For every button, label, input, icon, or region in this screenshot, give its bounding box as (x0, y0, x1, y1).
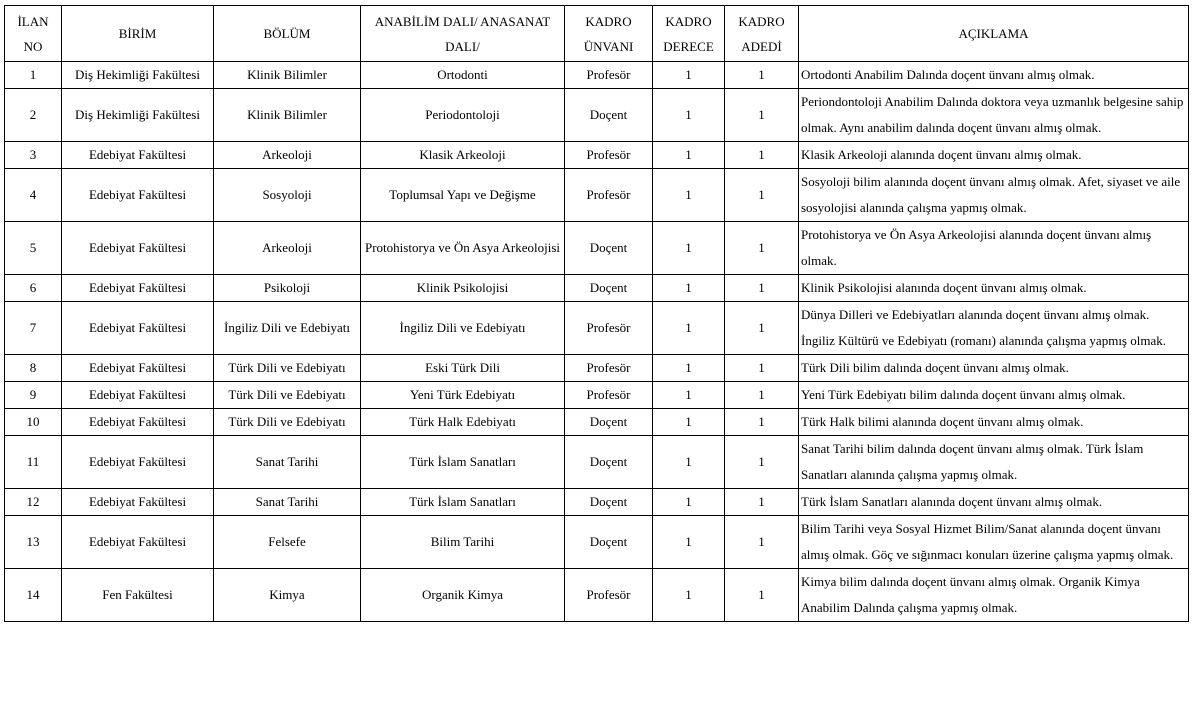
cell-bolum: Arkeoloji (214, 222, 361, 275)
table-body (5, 62, 1189, 622)
cell-kadro-unvani: Profesör (565, 382, 653, 409)
cell-kadro-unvani: Profesör (565, 62, 653, 89)
cell-bolum: Kimya (214, 569, 361, 622)
cell-bolum: İngiliz Dili ve Edebiyatı (214, 302, 361, 355)
header-anabilim: ANABİLİM DALI/ ANASANAT DALI/ (361, 6, 565, 62)
cell-kadro-derece: 1 (653, 222, 725, 275)
cell-bolum: Türk Dili ve Edebiyatı (214, 355, 361, 382)
cell-kadro-derece: 1 (653, 142, 725, 169)
cell-aciklama: Sanat Tarihi bilim dalında doçent ünvanı almış olmak. Türk İslam Sanatları alanında çalışma yapmış olmak. (799, 436, 1189, 489)
cell-anabilim: Yeni Türk Edebiyatı (361, 382, 565, 409)
cell-bolum: Sanat Tarihi (214, 489, 361, 516)
cell-birim: Fen Fakültesi (62, 569, 214, 622)
cell-kadro-derece: 1 (653, 489, 725, 516)
cell-kadro-derece: 1 (653, 436, 725, 489)
cell-kadro-derece: 1 (653, 409, 725, 436)
cell-birim: Edebiyat Fakültesi (62, 382, 214, 409)
cell-anabilim: Klasik Arkeoloji (361, 142, 565, 169)
cell-kadro-derece: 1 (653, 169, 725, 222)
cell-kadro-unvani: Profesör (565, 569, 653, 622)
cell-bolum: Sanat Tarihi (214, 436, 361, 489)
cell-birim: Edebiyat Fakültesi (62, 355, 214, 382)
cell-ilan-no: 6 (5, 275, 62, 302)
cell-kadro-derece: 1 (653, 382, 725, 409)
cell-ilan-no: 13 (5, 516, 62, 569)
cell-kadro-adedi: 1 (725, 89, 799, 142)
header-kadro-derece: KADRO DERECE (653, 6, 725, 62)
cell-kadro-adedi: 1 (725, 409, 799, 436)
cell-anabilim: Türk İslam Sanatları (361, 436, 565, 489)
cell-aciklama: Türk Dili bilim dalında doçent ünvanı almış olmak. (799, 355, 1189, 382)
cell-ilan-no: 12 (5, 489, 62, 516)
cell-ilan-no: 10 (5, 409, 62, 436)
cell-kadro-adedi: 1 (725, 569, 799, 622)
cell-bolum: Türk Dili ve Edebiyatı (214, 382, 361, 409)
cell-bolum: Sosyoloji (214, 169, 361, 222)
cell-kadro-unvani: Doçent (565, 516, 653, 569)
table-row (5, 516, 1189, 569)
header-bolum: BÖLÜM (214, 6, 361, 62)
cell-anabilim: İngiliz Dili ve Edebiyatı (361, 302, 565, 355)
cell-birim: Diş Hekimliği Fakültesi (62, 62, 214, 89)
cell-ilan-no: 2 (5, 89, 62, 142)
cell-birim: Edebiyat Fakültesi (62, 275, 214, 302)
header-ilan-no: İLAN NO (5, 6, 62, 62)
cell-ilan-no: 1 (5, 62, 62, 89)
cell-bolum: Psikoloji (214, 275, 361, 302)
cell-kadro-derece: 1 (653, 302, 725, 355)
cell-kadro-unvani: Profesör (565, 355, 653, 382)
cell-kadro-adedi: 1 (725, 62, 799, 89)
cell-anabilim: Türk İslam Sanatları (361, 489, 565, 516)
cell-kadro-derece: 1 (653, 569, 725, 622)
cell-kadro-unvani: Profesör (565, 169, 653, 222)
cell-kadro-adedi: 1 (725, 302, 799, 355)
table-row (5, 169, 1189, 222)
cell-ilan-no: 7 (5, 302, 62, 355)
table-row (5, 355, 1189, 382)
cell-aciklama: Ortodonti Anabilim Dalında doçent ünvanı almış olmak. (799, 62, 1189, 89)
cell-aciklama: Periondontoloji Anabilim Dalında doktora veya uzmanlık belgesine sahip olmak. Aynı anabilim dalında doçent ünvanı almış olmak. (799, 89, 1189, 142)
cell-kadro-derece: 1 (653, 355, 725, 382)
header-aciklama: AÇIKLAMA (799, 6, 1189, 62)
table-row (5, 222, 1189, 275)
cell-kadro-unvani: Doçent (565, 275, 653, 302)
cell-ilan-no: 11 (5, 436, 62, 489)
header-kadro-adedi: KADRO ADEDİ (725, 6, 799, 62)
cell-kadro-derece: 1 (653, 89, 725, 142)
cell-anabilim: Toplumsal Yapı ve Değişme (361, 169, 565, 222)
cell-bolum: Klinik Bilimler (214, 62, 361, 89)
cell-ilan-no: 5 (5, 222, 62, 275)
cell-bolum: Arkeoloji (214, 142, 361, 169)
table-row (5, 142, 1189, 169)
header-birim: BİRİM (62, 6, 214, 62)
cell-anabilim: Ortodonti (361, 62, 565, 89)
cell-aciklama: Klasik Arkeoloji alanında doçent ünvanı almış olmak. (799, 142, 1189, 169)
cell-aciklama: Türk İslam Sanatları alanında doçent ünvanı almış olmak. (799, 489, 1189, 516)
cell-anabilim: Türk Halk Edebiyatı (361, 409, 565, 436)
table-row (5, 89, 1189, 142)
cell-kadro-adedi: 1 (725, 382, 799, 409)
header-row (5, 6, 1189, 62)
cell-kadro-adedi: 1 (725, 436, 799, 489)
cell-kadro-unvani: Doçent (565, 222, 653, 275)
table-row (5, 62, 1189, 89)
cell-anabilim: Klinik Psikolojisi (361, 275, 565, 302)
cell-kadro-derece: 1 (653, 62, 725, 89)
cell-aciklama: Klinik Psikolojisi alanında doçent ünvanı almış olmak. (799, 275, 1189, 302)
cell-anabilim: Eski Türk Dili (361, 355, 565, 382)
cell-anabilim: Protohistorya ve Ön Asya Arkeolojisi (361, 222, 565, 275)
cell-kadro-unvani: Doçent (565, 89, 653, 142)
table-row (5, 382, 1189, 409)
table-row (5, 275, 1189, 302)
header-kadro-unvani: KADRO ÜNVANI (565, 6, 653, 62)
cell-birim: Edebiyat Fakültesi (62, 222, 214, 275)
positions-table (4, 5, 1189, 622)
cell-birim: Edebiyat Fakültesi (62, 516, 214, 569)
cell-bolum: Felsefe (214, 516, 361, 569)
table-row (5, 409, 1189, 436)
cell-ilan-no: 4 (5, 169, 62, 222)
cell-kadro-adedi: 1 (725, 222, 799, 275)
table-row (5, 436, 1189, 489)
cell-kadro-unvani: Doçent (565, 436, 653, 489)
table-row (5, 489, 1189, 516)
cell-kadro-derece: 1 (653, 275, 725, 302)
cell-kadro-adedi: 1 (725, 355, 799, 382)
cell-ilan-no: 3 (5, 142, 62, 169)
cell-anabilim: Bilim Tarihi (361, 516, 565, 569)
cell-ilan-no: 8 (5, 355, 62, 382)
cell-ilan-no: 14 (5, 569, 62, 622)
cell-kadro-unvani: Doçent (565, 489, 653, 516)
cell-kadro-unvani: Profesör (565, 142, 653, 169)
table-row (5, 302, 1189, 355)
cell-kadro-adedi: 1 (725, 275, 799, 302)
cell-aciklama: Türk Halk bilimi alanında doçent ünvanı almış olmak. (799, 409, 1189, 436)
cell-birim: Edebiyat Fakültesi (62, 169, 214, 222)
cell-anabilim: Organik Kimya (361, 569, 565, 622)
cell-bolum: Türk Dili ve Edebiyatı (214, 409, 361, 436)
cell-ilan-no: 9 (5, 382, 62, 409)
cell-kadro-adedi: 1 (725, 489, 799, 516)
cell-kadro-unvani: Profesör (565, 302, 653, 355)
cell-aciklama: Sosyoloji bilim alanında doçent ünvanı almış olmak. Afet, siyaset ve aile sosyolojisi alanında çalışma yapmış olmak. (799, 169, 1189, 222)
cell-birim: Edebiyat Fakültesi (62, 489, 214, 516)
cell-birim: Diş Hekimliği Fakültesi (62, 89, 214, 142)
cell-aciklama: Dünya Dilleri ve Edebiyatları alanında doçent ünvanı almış olmak. İngiliz Kültürü ve Edebiyatı (romanı) alanında çalışma yapmış olmak. (799, 302, 1189, 355)
cell-kadro-adedi: 1 (725, 169, 799, 222)
cell-birim: Edebiyat Fakültesi (62, 409, 214, 436)
cell-anabilim: Periodontoloji (361, 89, 565, 142)
cell-aciklama: Kimya bilim dalında doçent ünvanı almış olmak. Organik Kimya Anabilim Dalında çalışma yapmış olmak. (799, 569, 1189, 622)
cell-aciklama: Bilim Tarihi veya Sosyal Hizmet Bilim/Sanat alanında doçent ünvanı almış olmak. Göç ve sığınmacı konuları üzerine çalışma yapmış olmak. (799, 516, 1189, 569)
cell-bolum: Klinik Bilimler (214, 89, 361, 142)
cell-kadro-derece: 1 (653, 516, 725, 569)
cell-birim: Edebiyat Fakültesi (62, 302, 214, 355)
cell-aciklama: Yeni Türk Edebiyatı bilim dalında doçent ünvanı almış olmak. (799, 382, 1189, 409)
cell-birim: Edebiyat Fakültesi (62, 142, 214, 169)
cell-kadro-unvani: Doçent (565, 409, 653, 436)
cell-kadro-adedi: 1 (725, 516, 799, 569)
table-row (5, 569, 1189, 622)
cell-aciklama: Protohistorya ve Ön Asya Arkeolojisi alanında doçent ünvanı almış olmak. (799, 222, 1189, 275)
cell-kadro-adedi: 1 (725, 142, 799, 169)
cell-birim: Edebiyat Fakültesi (62, 436, 214, 489)
